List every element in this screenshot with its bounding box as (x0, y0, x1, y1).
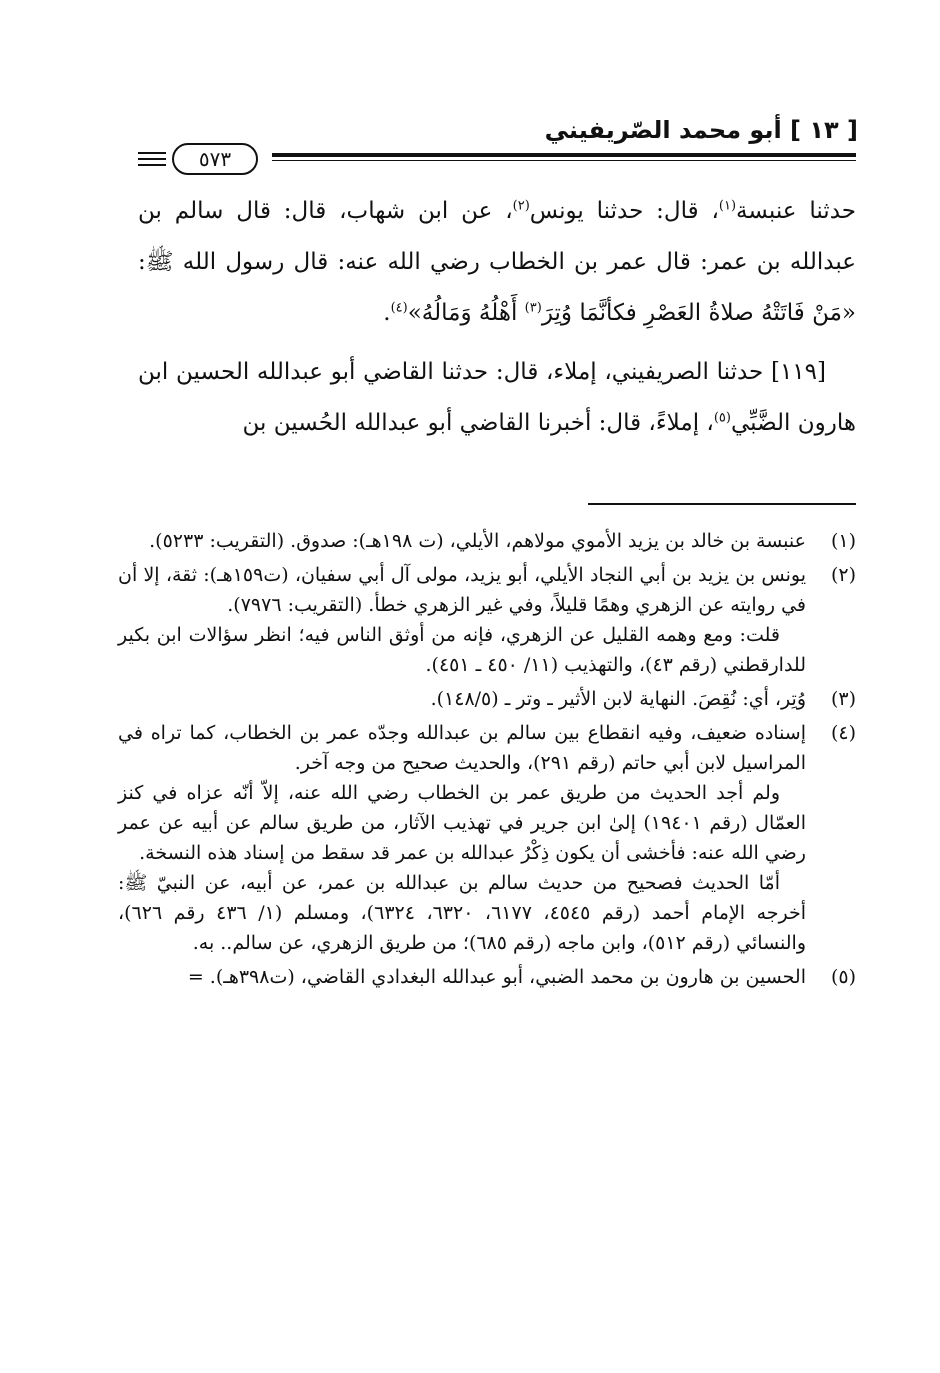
running-header-title: [ ١٣ ] أبو محمد الصّريفيني (544, 116, 858, 144)
main-paragraph-2: [١١٩] حدثنا الصريفيني، إملاء، قال: حدثنا القاضي أبو عبدالله الحسين ابن هارون الضَّبِّي$^{(٥)}$، إملاءً، قال: أخبرنا القاضي أبو عبدالله الحُسين بن (138, 359, 856, 436)
footnote-separator (588, 503, 856, 505)
footnote-text: إسناده ضعيف، وفيه انقطاع بين سالم بن عبدالله وجدّه عمر بن الخطاب، كما تراه في المراسيل لابن أبي حاتم (رقم ٢٩١)، والحديث صحيح من وجه آخر. (118, 722, 806, 774)
main-paragraph-1: حدثنا عنبسة$^{(١)}$، قال: حدثنا يونس$^{(٢)}$، عن ابن شهاب، قال: قال سالم بن عبدالله بن عمر: قال عمر بن الخطاب رضي الله عنه: قال رسول الله ﷺ: «مَنْ فَاتَتْهُ صلاةُ العَصْرِ فكأنَّمَا وُتِرَ$^{(٣)}$ أَهْلُهُ وَمَالُهُ»$^{(٤)}$. (138, 198, 857, 326)
footnote-3 (118, 684, 856, 714)
footnote-2 (118, 560, 856, 680)
footnote-4 (118, 718, 856, 958)
header-rule-left-2 (138, 158, 166, 160)
footnote-number: (٣) (830, 688, 856, 710)
footnote-number: (٥) (830, 966, 856, 988)
footnote-1 (118, 526, 856, 556)
footnote-text: يونس بن يزيد بن أبي النجاد الأيلي، أبو يزيد، مولى آل أبي سفيان، (ت١٥٩هـ): ثقة، إلا أن في روايته عن الزهري وهمًا قليلاً، وفي غير الزهري خطأ. (التقريب: ٧٩٧٦). (118, 564, 807, 616)
footnote-text: أمّا الحديث فصحيح من حديث سالم بن عبدالله بن عمر، عن أبيه، عن النبيّ ﷺ: أخرجه الإمام أحمد (رقم ٤٥٤٥، ٦١٧٧، ٦٣٢٠، ٦٣٢٤)، ومسلم (١/ ٤٣٦ رقم ٦٢٦)، والنسائي (رقم ٥١٢)، وابن ماجه (رقم ٦٨٥)؛ من طريق الزهري، عن سالم.. به. (118, 872, 807, 954)
footnote-5 (118, 962, 856, 992)
footnote-text: الحسين بن هارون بن محمد الضبي، أبو عبدالله البغدادي القاضي، (ت٣٩٨هـ). = (187, 966, 806, 988)
header-rule-thin (272, 160, 856, 161)
header-rule-left-1 (138, 152, 166, 154)
header-rule-left-3 (138, 164, 166, 166)
footnote-text: عنبسة بن خالد بن يزيد الأموي مولاهم، الأيلي، (ت ١٩٨هـ): صدوق. (التقريب: ٥٢٣٣). (149, 530, 806, 552)
footnote-number: (١) (830, 530, 856, 552)
footnote-number: (٢) (830, 564, 856, 586)
header-rule-thick (272, 153, 856, 157)
footnote-text: وُتِر، أي: نُقِصَ. النهاية لابن الأثير ـ وتر ـ (١٤٨/٥). (430, 688, 806, 710)
main-text (138, 186, 856, 449)
footnotes (118, 526, 856, 992)
page-number-badge: ٥٧٣ (172, 143, 258, 175)
footnote-text: ولم أجد الحديث من طريق عمر بن الخطاب رضي الله عنه، إلاّ أنّه عزاه في كنز العمّال (رقم ١٩٤٠١) إلىٰ ابن جرير في تهذيب الآثار، من طريق سالم عن أبيه عن عمر رضي الله عنه: فأخشى أن يكون ذِكْرُ عبدالله بن عمر قد سقط من إسناد هذه النسخة. (118, 782, 806, 864)
footnote-text: قلت: ومع وهمه القليل عن الزهري، فإنه من أوثق الناس فيه؛ انظر سؤالات ابن بكير للدارقطني (رقم ٤٣)، والتهذيب (١١/ ٤٥٠ ـ ٤٥١). (118, 624, 806, 676)
footnote-number: (٤) (830, 722, 856, 744)
